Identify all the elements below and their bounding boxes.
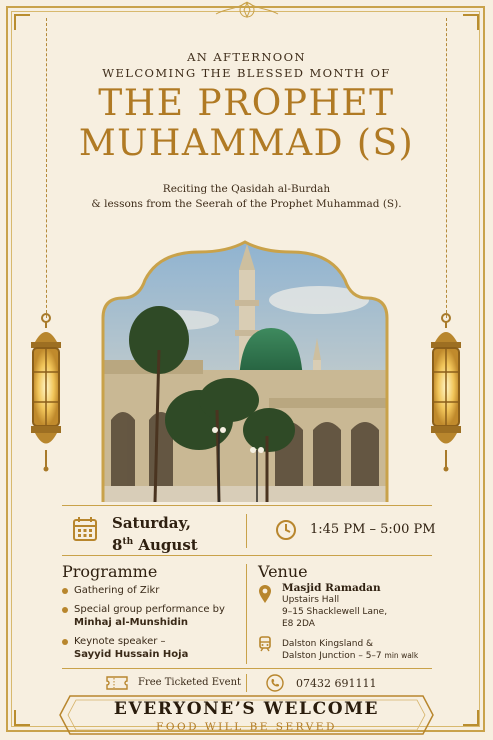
phone-number: 07432 691111 (296, 677, 377, 690)
venue-line: E8 2DA (282, 619, 315, 629)
divider (62, 505, 432, 506)
corner-ornament (14, 14, 30, 30)
divider (62, 668, 432, 669)
map-pin-icon (258, 584, 272, 604)
bullet-icon (62, 588, 68, 594)
performer-name: Minhaj al-Munshidin (74, 617, 188, 628)
phone-icon (266, 674, 284, 692)
welcome-text: EVERYONE’S WELCOME (113, 699, 380, 719)
transport-line: Dalston Kingsland & (282, 639, 374, 649)
venue-address (282, 582, 387, 630)
calendar-icon (72, 516, 98, 542)
divider (246, 514, 247, 548)
venue-line: 9–15 Shacklewell Lane, (282, 607, 388, 617)
subtitle-line-2: & lessons from the Seerah of the Prophet Muhammad (S). (91, 198, 402, 210)
speaker-name: Sayyid Hussain Hoja (74, 649, 189, 660)
programme-heading: Programme (62, 562, 158, 581)
bullet-icon (62, 607, 68, 613)
lantern-icon (421, 312, 471, 472)
event-day: Saturday, (112, 514, 191, 532)
programme-list (62, 584, 252, 667)
divider (62, 555, 432, 556)
food-text: FOOD WILL BE SERVED (156, 721, 337, 733)
subtitle-line-1: Reciting the Qasidah al-Burdah (162, 183, 331, 195)
bullet-icon (62, 639, 68, 645)
venue-name: Masjid Ramadan (282, 582, 381, 594)
kicker-line-1: AN AFTERNOON (187, 50, 306, 64)
transport-info (282, 638, 418, 662)
clock-icon (275, 519, 297, 541)
divider (246, 674, 247, 692)
transport-line: Dalston Junction – 5–7 (282, 651, 382, 661)
venue-line: Upstairs Hall (282, 595, 340, 605)
list-item (62, 603, 252, 629)
venue-heading: Venue (258, 562, 308, 581)
list-item (62, 584, 252, 597)
train-icon (258, 636, 272, 652)
kicker-line-2: WELCOMING THE BLESSED MONTH OF (102, 66, 391, 80)
programme-item-text: Keynote speaker – (74, 636, 166, 647)
corner-ornament (463, 14, 479, 30)
programme-item-text: Gathering of Zikr (74, 585, 160, 596)
top-ornament (206, 0, 288, 22)
title-line-2: MUHAMMAD (S) (78, 123, 415, 164)
ticket-info: Free Ticketed Event (138, 677, 242, 688)
date-month: August (138, 536, 198, 554)
date-number: 8 (112, 536, 123, 554)
divider (246, 564, 247, 664)
title-line-1: THE PROPHET (98, 83, 395, 124)
lantern-icon (21, 312, 71, 472)
mosque-photo (99, 240, 391, 502)
event-date (112, 514, 198, 555)
date-suffix: th (122, 537, 134, 547)
walk-time: min walk (384, 651, 419, 660)
event-date-line (112, 533, 198, 555)
programme-item-text: Special group performance by (74, 604, 225, 615)
list-item (62, 635, 252, 661)
ticket-icon (106, 676, 128, 690)
event-time: 1:45 PM – 5:00 PM (310, 522, 436, 537)
